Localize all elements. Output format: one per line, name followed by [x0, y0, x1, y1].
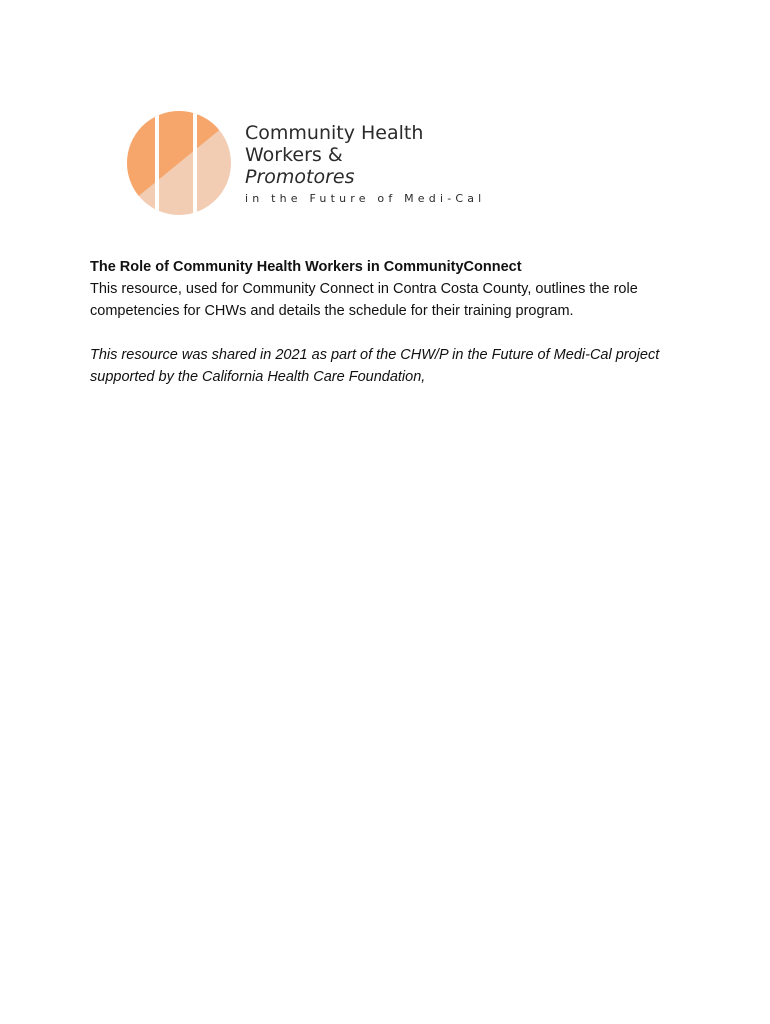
document-title: The Role of Community Health Workers in CommunityConnect	[90, 259, 522, 275]
logo-line-3: Promotores	[245, 166, 355, 188]
document-description: This resource, used for Community Connect in Contra Costa County, outlines the role competencies for CHWs and details the schedule for their training program.	[90, 281, 638, 319]
logo	[124, 108, 484, 220]
logo-line-1: Community Health	[245, 122, 424, 144]
logo-tagline: in the Future of Medi-Cal	[245, 192, 486, 205]
logo-wordmark	[245, 122, 485, 205]
split-circle-logo-icon	[124, 108, 234, 218]
document-content	[90, 256, 680, 388]
document-attribution-note: This resource was shared in 2021 as part of the CHW/P in the Future of Medi-Cal project supported by the California Health Care Foundation,	[90, 347, 660, 385]
logo-line-2: Workers &	[245, 144, 343, 166]
